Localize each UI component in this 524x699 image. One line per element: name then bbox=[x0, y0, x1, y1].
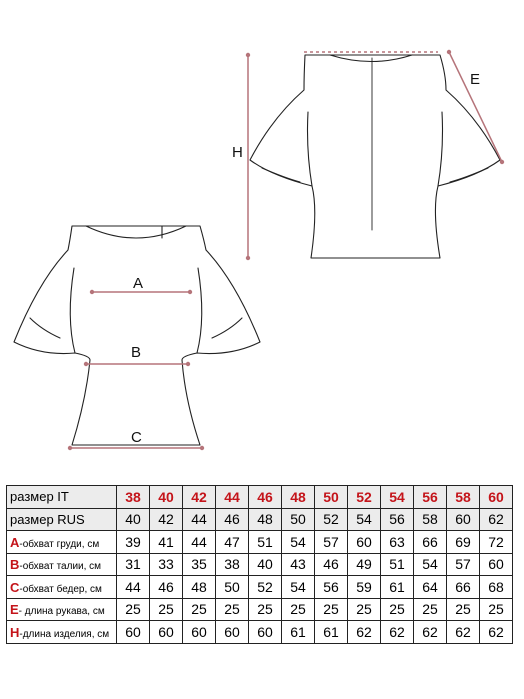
table-row bbox=[7, 621, 513, 644]
table-cell: 25 bbox=[117, 598, 150, 621]
table-cell: 25 bbox=[282, 598, 315, 621]
table-cell: 44 bbox=[183, 531, 216, 554]
row-description: -обхват талии, см bbox=[19, 561, 102, 573]
table-cell: 52 bbox=[249, 576, 282, 599]
row-description: -обхват груди, см bbox=[19, 538, 100, 550]
table-cell: 60 bbox=[249, 621, 282, 644]
row-letter: E bbox=[10, 602, 19, 618]
table-cell: 61 bbox=[282, 621, 315, 644]
row-letter: C bbox=[10, 579, 20, 595]
table-cell: 39 bbox=[117, 531, 150, 554]
table-cell: 44 bbox=[117, 576, 150, 599]
table-cell: 62 bbox=[480, 621, 513, 644]
table-cell: 41 bbox=[150, 531, 183, 554]
size-rus-cell: 48 bbox=[249, 508, 282, 531]
row-label bbox=[7, 576, 117, 599]
size-rus-cell: 40 bbox=[117, 508, 150, 531]
table-cell: 25 bbox=[249, 598, 282, 621]
size-rus-cell: 50 bbox=[282, 508, 315, 531]
size-rus-cell: 56 bbox=[381, 508, 414, 531]
table-cell: 46 bbox=[315, 553, 348, 576]
row-label: размер IT bbox=[7, 486, 117, 509]
table-cell: 62 bbox=[348, 621, 381, 644]
table-cell: 59 bbox=[348, 576, 381, 599]
size-it-cell: 42 bbox=[183, 486, 216, 509]
size-rus-cell: 60 bbox=[447, 508, 480, 531]
size-it-cell: 54 bbox=[381, 486, 414, 509]
table-cell: 47 bbox=[216, 531, 249, 554]
table-cell: 54 bbox=[282, 531, 315, 554]
table-cell: 62 bbox=[447, 621, 480, 644]
table-cell: 50 bbox=[216, 576, 249, 599]
table-cell: 62 bbox=[414, 621, 447, 644]
table-cell: 48 bbox=[183, 576, 216, 599]
front-view-outline bbox=[14, 226, 260, 445]
size-rus-row bbox=[7, 508, 513, 531]
size-it-cell: 44 bbox=[216, 486, 249, 509]
size-it-cell: 52 bbox=[348, 486, 381, 509]
table-cell: 60 bbox=[117, 621, 150, 644]
row-description: -обхват бедер, см bbox=[19, 583, 102, 595]
row-label: размер RUS bbox=[7, 508, 117, 531]
dimension-label-a: A bbox=[133, 275, 144, 292]
row-letter: B bbox=[10, 557, 20, 573]
row-description: -длина изделия, см bbox=[19, 628, 110, 640]
table-cell: 61 bbox=[315, 621, 348, 644]
table-cell: 31 bbox=[117, 553, 150, 576]
size-rus-cell: 44 bbox=[183, 508, 216, 531]
row-description: - длина рукава, см bbox=[18, 606, 105, 618]
dimension-label-c: C bbox=[131, 429, 142, 446]
table-cell: 66 bbox=[447, 576, 480, 599]
size-it-cell: 38 bbox=[117, 486, 150, 509]
size-it-cell: 48 bbox=[282, 486, 315, 509]
table-cell: 60 bbox=[150, 621, 183, 644]
table-cell: 60 bbox=[216, 621, 249, 644]
size-it-row bbox=[7, 486, 513, 509]
size-it-cell: 58 bbox=[447, 486, 480, 509]
table-cell: 63 bbox=[381, 531, 414, 554]
table-cell: 46 bbox=[150, 576, 183, 599]
table-cell: 38 bbox=[216, 553, 249, 576]
table-cell: 61 bbox=[381, 576, 414, 599]
table-cell: 54 bbox=[282, 576, 315, 599]
table-cell: 64 bbox=[414, 576, 447, 599]
table-cell: 25 bbox=[183, 598, 216, 621]
dimension-label-b: B bbox=[131, 344, 142, 361]
size-rus-cell: 58 bbox=[414, 508, 447, 531]
table-cell: 60 bbox=[183, 621, 216, 644]
table-cell: 60 bbox=[348, 531, 381, 554]
dimension-label-h: H bbox=[232, 144, 243, 161]
size-it-cell: 40 bbox=[150, 486, 183, 509]
table-cell: 35 bbox=[183, 553, 216, 576]
table-row bbox=[7, 576, 513, 599]
table-row bbox=[7, 553, 513, 576]
table-cell: 43 bbox=[282, 553, 315, 576]
table-cell: 51 bbox=[249, 531, 282, 554]
row-letter: H bbox=[10, 624, 20, 640]
table-cell: 57 bbox=[447, 553, 480, 576]
row-label bbox=[7, 621, 117, 644]
table-cell: 69 bbox=[447, 531, 480, 554]
table-cell: 25 bbox=[480, 598, 513, 621]
size-it-cell: 60 bbox=[480, 486, 513, 509]
table-cell: 66 bbox=[414, 531, 447, 554]
table-cell: 62 bbox=[381, 621, 414, 644]
table-cell: 40 bbox=[249, 553, 282, 576]
table-row bbox=[7, 531, 513, 554]
table-cell: 57 bbox=[315, 531, 348, 554]
table-cell: 25 bbox=[216, 598, 249, 621]
row-label bbox=[7, 531, 117, 554]
table-cell: 25 bbox=[447, 598, 480, 621]
table-cell: 49 bbox=[348, 553, 381, 576]
table-cell: 60 bbox=[480, 553, 513, 576]
row-letter: A bbox=[10, 534, 20, 550]
table-cell: 56 bbox=[315, 576, 348, 599]
table-cell: 25 bbox=[315, 598, 348, 621]
size-rus-cell: 46 bbox=[216, 508, 249, 531]
size-it-cell: 50 bbox=[315, 486, 348, 509]
table-cell: 68 bbox=[480, 576, 513, 599]
size-it-cell: 56 bbox=[414, 486, 447, 509]
table-cell: 54 bbox=[414, 553, 447, 576]
size-rus-cell: 54 bbox=[348, 508, 381, 531]
table-cell: 25 bbox=[414, 598, 447, 621]
table-row bbox=[7, 598, 513, 621]
table-cell: 25 bbox=[348, 598, 381, 621]
row-label bbox=[7, 598, 117, 621]
row-label bbox=[7, 553, 117, 576]
dimension-label-e: E bbox=[470, 71, 481, 88]
table-cell: 51 bbox=[381, 553, 414, 576]
table-cell: 72 bbox=[480, 531, 513, 554]
size-rus-cell: 42 bbox=[150, 508, 183, 531]
size-it-cell: 46 bbox=[249, 486, 282, 509]
size-rus-cell: 62 bbox=[480, 508, 513, 531]
table-cell: 33 bbox=[150, 553, 183, 576]
table-cell: 25 bbox=[150, 598, 183, 621]
size-table bbox=[6, 485, 513, 644]
size-rus-cell: 52 bbox=[315, 508, 348, 531]
back-view-outline bbox=[250, 55, 500, 258]
table-cell: 25 bbox=[381, 598, 414, 621]
